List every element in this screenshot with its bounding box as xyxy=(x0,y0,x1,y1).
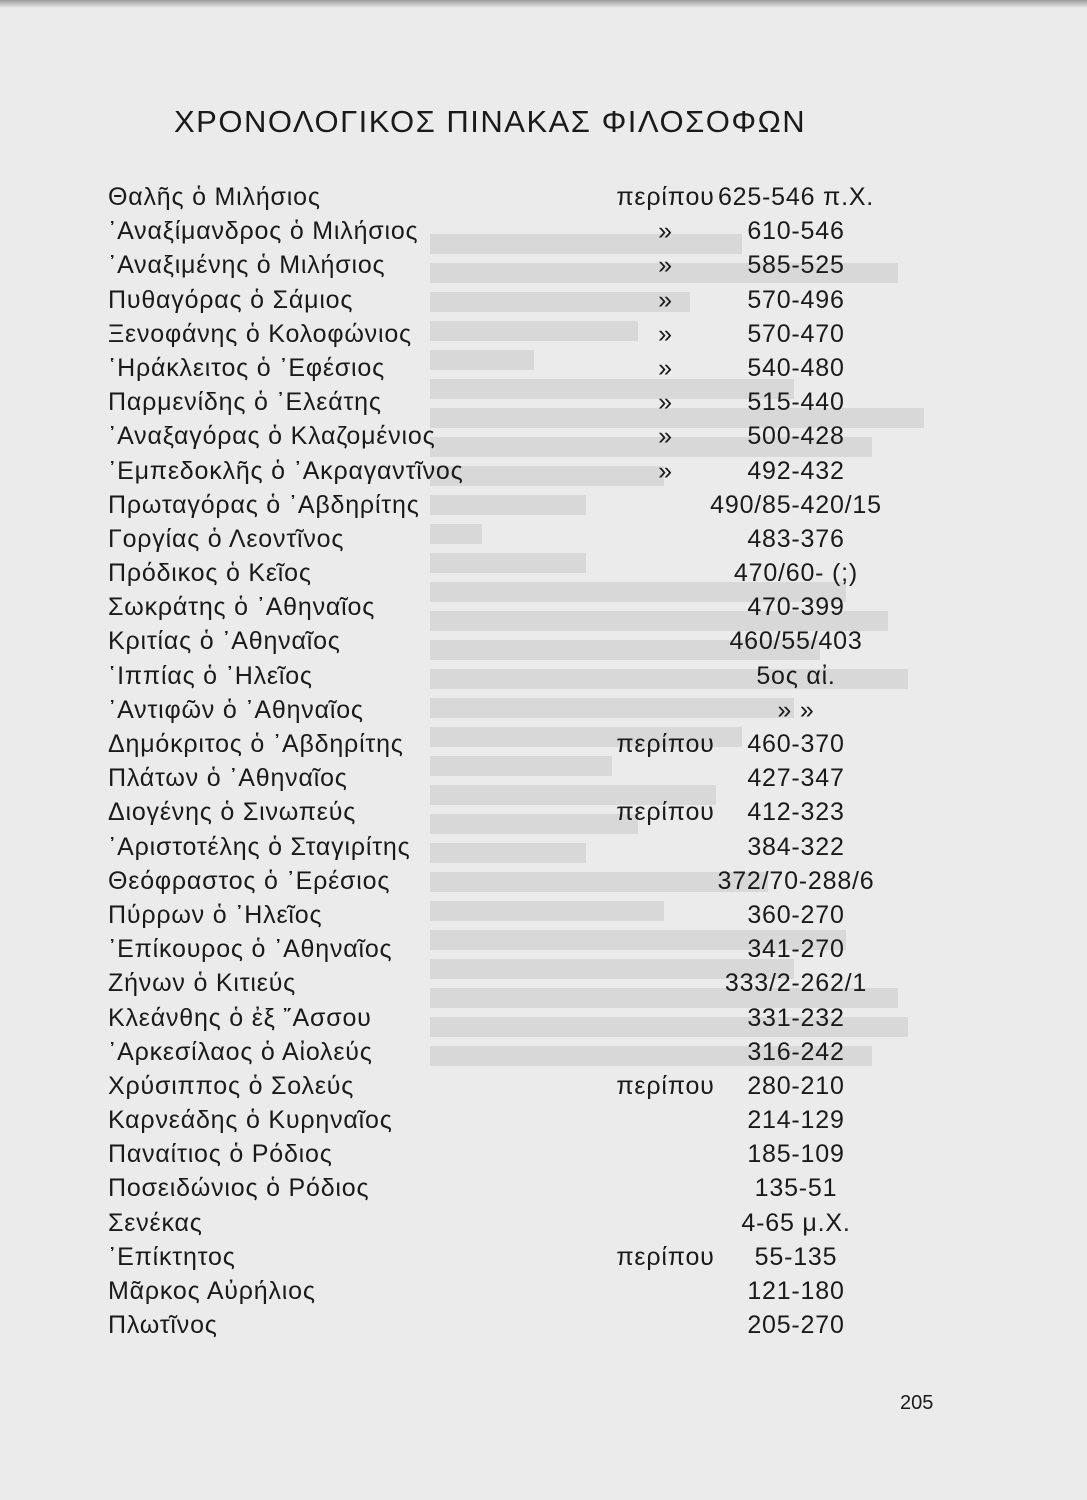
approximation-note: περίπου xyxy=(616,730,715,758)
philosopher-name: Ξενοφάνης ὁ Κολοφώνιος xyxy=(108,319,412,348)
philosopher-name: Κλεάνθης ὁ ἐξ ῎Ασσου xyxy=(108,1003,372,1032)
philosopher-name: Θαλῆς ὁ Μιλήσιος xyxy=(108,183,321,211)
table-row xyxy=(108,1277,868,1311)
philosopher-name: ᾽Αντιφῶν ὁ ᾽Αθηναῖος xyxy=(108,695,364,724)
philosopher-name: Διογένης ὁ Σινωπεύς xyxy=(108,798,357,827)
life-dates: 5ος αἰ. xyxy=(756,661,836,690)
life-dates: 610-546 xyxy=(747,217,845,246)
approximation-note: » xyxy=(658,353,673,382)
table-row xyxy=(108,490,882,525)
philosopher-name: ᾽Εμπεδοκλῆς ὁ ᾽Ακραγαντῖνος xyxy=(108,456,464,485)
approximation-note: περίπου xyxy=(616,1242,715,1271)
approximation-note: » xyxy=(658,217,673,246)
philosopher-name: Παρμενίδης ὁ ᾽Ελεάτης xyxy=(108,388,382,417)
table-row xyxy=(108,1209,868,1243)
philosopher-name: Θεόφραστος ὁ ᾽Ερέσιος xyxy=(108,866,391,895)
table-row xyxy=(108,1038,868,1072)
philosopher-name: Πλάτων ὁ ᾽Αθηναῖος xyxy=(108,764,348,793)
table-row xyxy=(108,662,868,696)
scan-edge-shadow xyxy=(0,0,1087,8)
life-dates: 121-180 xyxy=(747,1277,845,1305)
life-dates: 214-129 xyxy=(747,1106,845,1135)
philosopher-name: Παναίτιος ὁ Ρόδιος xyxy=(108,1140,333,1169)
table-row xyxy=(108,969,868,1003)
life-dates: 316-242 xyxy=(747,1037,845,1066)
life-dates: 470-399 xyxy=(747,593,845,622)
life-dates: 460-370 xyxy=(747,730,845,758)
philosopher-name: Δημόκριτος ὁ ᾽Αβδηρίτης xyxy=(108,730,404,758)
life-dates: 625-546 π.Χ. xyxy=(717,183,875,211)
approximation-note: » xyxy=(658,319,673,348)
life-dates: 492-432 xyxy=(747,456,845,485)
life-dates: 55-135 xyxy=(754,1242,838,1271)
life-dates: 135-51 xyxy=(754,1174,838,1203)
life-dates: 460/55/403 xyxy=(729,627,863,656)
life-dates: 372/70-288/6 xyxy=(717,866,875,895)
life-dates: 427-347 xyxy=(747,764,845,793)
philosopher-name: ᾽Αναξαγόρας ὁ Κλαζομένιος xyxy=(108,422,436,451)
philosopher-name: Σενέκας xyxy=(108,1208,203,1237)
philosopher-name: Μᾶρκος Αὐρήλιος xyxy=(108,1277,316,1305)
life-dates: 341-270 xyxy=(747,935,845,964)
table-row xyxy=(108,320,868,354)
philosopher-name: Πύρρων ὁ ᾽Ηλεῖος xyxy=(108,900,323,929)
philosopher-name: Ποσειδώνιος ὁ Ρόδιος xyxy=(108,1174,370,1203)
page-title: ΧΡΟΝΟΛΟΓΙΚΟΣ ΠΙΝΑΚΑΣ ΦΙΛΟΣΟΦΩΝ xyxy=(174,104,807,139)
table-row xyxy=(108,866,875,901)
philosopher-name: ῾Ιππίας ὁ ᾽Ηλεῖος xyxy=(108,661,313,690)
philosopher-name: Πρόδικος ὁ Κεῖος xyxy=(108,559,312,588)
life-dates: 412-323 xyxy=(747,798,845,827)
table-row xyxy=(108,593,868,627)
table-row xyxy=(108,1072,868,1106)
life-dates: 280-210 xyxy=(747,1071,845,1100)
table-row xyxy=(108,388,868,422)
approximation-note: » xyxy=(658,456,673,485)
table-row xyxy=(108,422,868,456)
life-dates: 483-376 xyxy=(747,524,845,553)
philosopher-name: ᾽Αναξίμανδρος ὁ Μιλήσιος xyxy=(108,217,419,246)
page-number: 205 xyxy=(900,1392,934,1414)
philosopher-name: Καρνεάδης ὁ Κυρηναῖος xyxy=(108,1106,393,1135)
approximation-note: » xyxy=(658,422,673,451)
table-row xyxy=(108,1311,868,1345)
table-row xyxy=(108,901,868,935)
table-row xyxy=(108,1140,868,1174)
philosopher-name: Ζήνων ὁ Κιτιεύς xyxy=(108,969,297,998)
approximation-note: » xyxy=(658,388,673,417)
philosopher-name: Πλωτῖνος xyxy=(108,1311,218,1340)
life-dates: 185-109 xyxy=(747,1140,845,1169)
life-dates: 570-470 xyxy=(747,319,845,348)
table-row xyxy=(108,1243,868,1277)
table-row xyxy=(108,217,868,251)
table-row xyxy=(108,935,868,969)
table-row xyxy=(108,764,868,798)
approximation-note: περίπου xyxy=(616,798,715,827)
philosopher-name: ᾽Αναξιμένης ὁ Μιλήσιος xyxy=(108,251,386,280)
philosopher-name: Χρύσιππος ὁ Σολεύς xyxy=(108,1071,355,1100)
philosopher-name: ᾽Επίκτητος xyxy=(108,1242,236,1271)
life-dates: 490/85-420/15 xyxy=(710,490,882,519)
life-dates: 515-440 xyxy=(747,388,845,417)
approximation-note: περίπου xyxy=(616,1071,715,1100)
table-row xyxy=(108,251,868,285)
table-row xyxy=(108,183,875,217)
table-row xyxy=(108,798,868,832)
table-row xyxy=(108,1174,868,1208)
table-row xyxy=(108,1004,868,1038)
philosopher-name: Πρωταγόρας ὁ ᾽Αβδηρίτης xyxy=(108,490,420,519)
table-row xyxy=(108,730,868,764)
life-dates: 585-525 xyxy=(747,251,845,280)
table-row xyxy=(108,525,868,559)
table-row xyxy=(108,457,868,491)
life-dates: 470/60- (;) xyxy=(733,559,859,588)
table-row xyxy=(108,696,868,730)
philosopher-name: ᾽Επίκουρος ὁ ᾽Αθηναῖος xyxy=(108,935,393,964)
table-row xyxy=(108,1106,868,1140)
philosophers-table xyxy=(108,183,882,1345)
life-dates: 333/2-262/1 xyxy=(724,969,868,998)
life-dates: 205-270 xyxy=(747,1311,845,1340)
table-row xyxy=(108,627,868,661)
philosopher-name: Γοργίας ὁ Λεοντῖνος xyxy=(108,524,345,553)
life-dates: 500-428 xyxy=(747,422,845,451)
philosopher-name: Κριτίας ὁ ᾽Αθηναῖος xyxy=(108,627,341,656)
philosopher-name: ᾽Αρκεσίλαος ὁ Αἰολεύς xyxy=(108,1037,373,1066)
life-dates: 540-480 xyxy=(747,353,845,382)
life-dates: 570-496 xyxy=(747,285,845,314)
approximation-note: περίπου xyxy=(616,183,715,211)
approximation-note: » xyxy=(658,285,673,314)
table-row xyxy=(108,286,868,320)
life-dates: 331-232 xyxy=(747,1003,845,1032)
life-dates: 4-65 μ.Χ. xyxy=(741,1208,851,1237)
life-dates: 360-270 xyxy=(747,900,845,929)
philosopher-name: ῾Ηράκλειτος ὁ ᾽Εφέσιος xyxy=(108,353,385,382)
philosopher-name: Σωκράτης ὁ ᾽Αθηναῖος xyxy=(108,593,376,622)
table-row xyxy=(108,559,868,593)
table-row xyxy=(108,833,868,867)
life-dates: » » xyxy=(777,695,815,724)
philosopher-name: Πυθαγόρας ὁ Σάμιος xyxy=(108,285,354,314)
life-dates: 384-322 xyxy=(747,832,845,861)
approximation-note: » xyxy=(658,251,673,280)
table-row xyxy=(108,354,868,388)
philosopher-name: ᾽Αριστοτέλης ὁ Σταγιρίτης xyxy=(108,832,411,861)
